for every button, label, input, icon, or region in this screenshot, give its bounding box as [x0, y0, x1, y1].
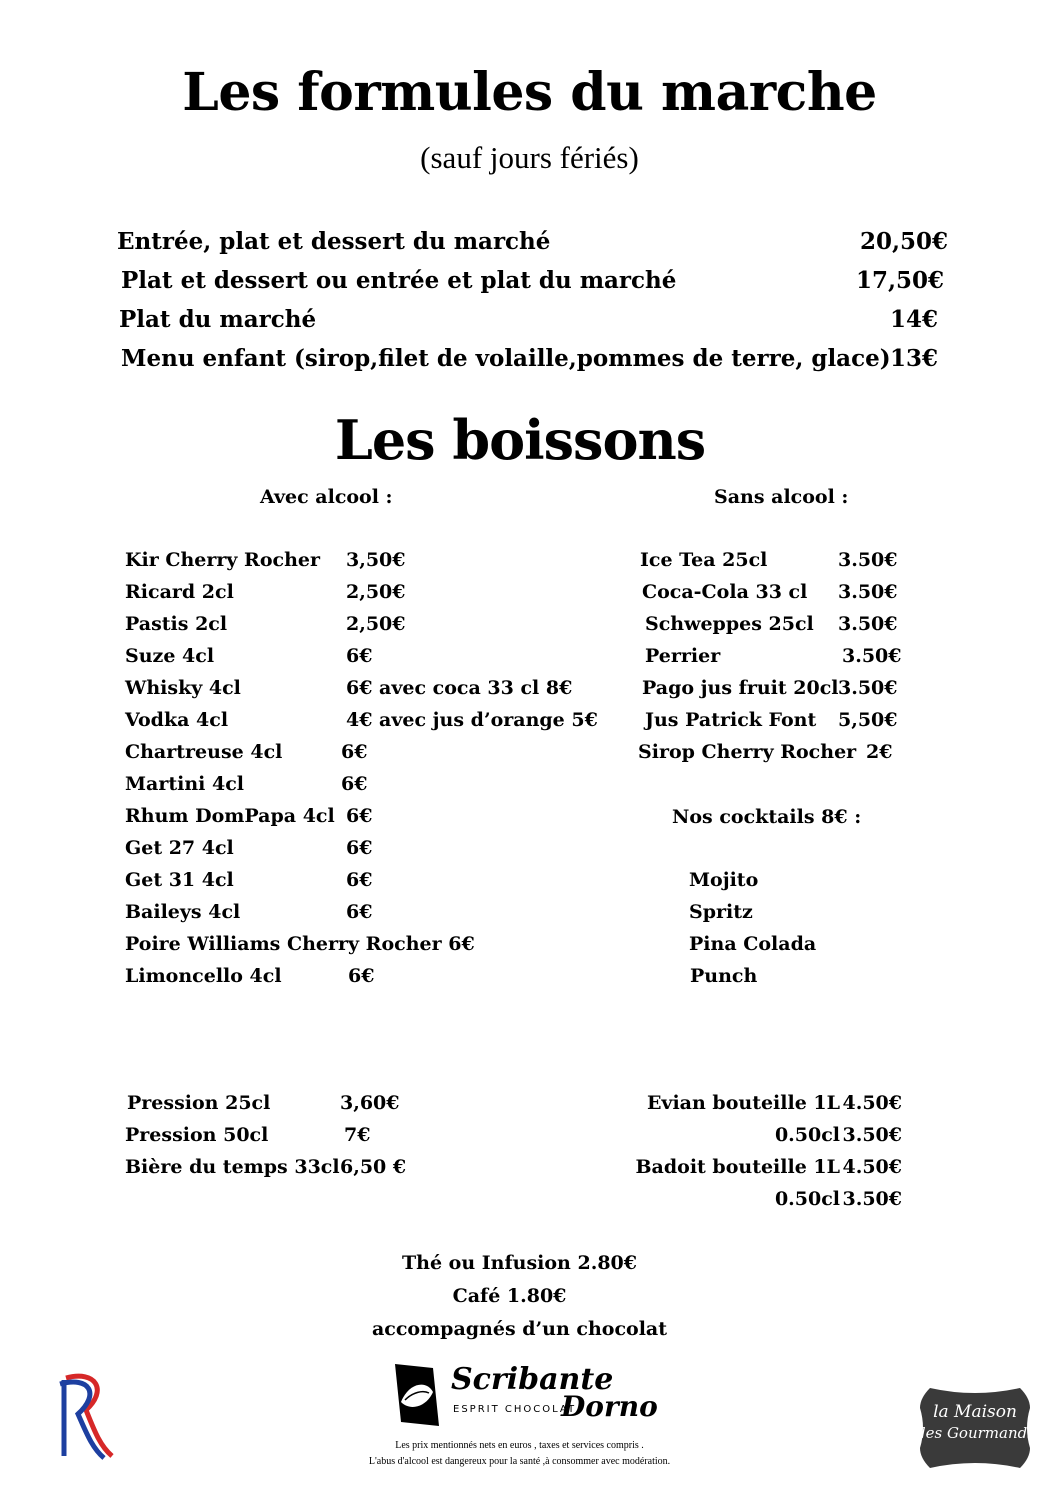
alcohol-item-name: Whisky 4cl: [125, 677, 241, 699]
page-title: Les formules du marche: [182, 62, 877, 123]
beer-item-price: 3,60€: [340, 1092, 400, 1114]
beer-item-name: Pression 25cl: [127, 1092, 271, 1114]
alcohol-item-price: 6€: [348, 965, 375, 987]
alcohol-item-price: 6€: [346, 837, 373, 859]
alcohol-item-price: 6€: [346, 645, 373, 667]
formula-price: 20,50€: [859, 228, 948, 255]
alcohol-item-name: Ricard 2cl: [125, 581, 234, 603]
formula-price: 14€: [889, 306, 938, 333]
alcohol-item-price: 2,50€: [346, 581, 406, 603]
water-item-price: 3.50€: [842, 1188, 902, 1210]
soft-item-price: 3.50€: [842, 645, 902, 667]
cocktail-item: Punch: [690, 965, 758, 987]
cocktail-item: Pina Colada: [689, 933, 817, 955]
alcohol-item-name: Martini 4cl: [125, 773, 245, 795]
beer-item-price: 6,50 €: [340, 1156, 407, 1178]
water-item-name: Badoit bouteille 1L: [635, 1156, 840, 1178]
cocktails-header: Nos cocktails 8€ :: [672, 806, 862, 828]
alcohol-item-price: 6€: [341, 773, 368, 795]
alcohol-item-name: Poire Williams Cherry Rocher 6€: [125, 933, 475, 955]
soft-item-name: Jus Patrick Font: [645, 709, 817, 731]
soft-item-price: 3.50€: [838, 677, 898, 699]
soft-item-price: 5,50€: [838, 709, 898, 731]
scribante-logo: [393, 1360, 658, 1430]
water-item-name: Evian bouteille 1L: [646, 1092, 840, 1114]
maison-gourmands-badge: [916, 1384, 1034, 1472]
drinks-title: Les boissons: [334, 408, 706, 472]
alcohol-item-name: Get 27 4cl: [125, 837, 234, 859]
alcohol-item-price: 3,50€: [346, 549, 406, 571]
brand-name-2: Dorno: [561, 1390, 658, 1423]
alcohol-item-name: Chartreuse 4cl: [125, 741, 283, 763]
alcohol-item-price: 6€: [346, 869, 373, 891]
brand-tagline: ESPRIT CHOCOLAT: [453, 1404, 577, 1415]
with-alcohol-header: Avec alcool :: [260, 486, 393, 508]
soft-item-name: Schweppes 25cl: [645, 613, 814, 635]
alcohol-item-name: Baileys 4cl: [125, 901, 241, 923]
alcohol-item-price: 6€ avec coca 33 cl 8€: [346, 677, 573, 699]
soft-item-name: Ice Tea 25cl: [640, 549, 768, 571]
badge-line-2: des Gourmands: [916, 1424, 1035, 1442]
alcohol-item-name: Pastis 2cl: [125, 613, 228, 635]
soft-item-price: 3.50€: [838, 549, 898, 571]
alcohol-item-name: Vodka 4cl: [125, 709, 229, 731]
water-item-name: 0.50cl: [774, 1188, 840, 1210]
soft-item-name: Sirop Cherry Rocher: [638, 741, 857, 763]
formula-label: Plat du marché: [119, 306, 317, 333]
cacao-pod-icon: [393, 1362, 441, 1428]
water-item-name: 0.50cl: [774, 1124, 840, 1146]
soft-item-price: 2€: [866, 741, 893, 763]
soft-item-name: Coca-Cola 33 cl: [642, 581, 808, 603]
footer-line-1: Les prix mentionnés nets en euros , taxes et services compris .: [395, 1440, 644, 1451]
soft-item-name: Pago jus fruit 20cl: [642, 677, 839, 699]
footer-line-2: L'abus d'alcool est dangereux pour la santé ,à consommer avec modération.: [368, 1456, 671, 1467]
beer-item-name: Bière du temps 33cl: [125, 1156, 340, 1178]
cocktail-item: Mojito: [689, 869, 759, 891]
coffee-line: Café 1.80€: [452, 1285, 567, 1307]
page-subtitle: (sauf jours fériés): [420, 140, 639, 175]
brand-name: Scribante: [451, 1362, 614, 1397]
beer-item-name: Pression 50cl: [125, 1124, 269, 1146]
alcohol-item-name: Rhum DomPapa 4cl: [125, 805, 335, 827]
beer-item-price: 7€: [344, 1124, 371, 1146]
badge-line-1: la Maison: [933, 1402, 1017, 1422]
water-item-price: 4.50€: [842, 1156, 902, 1178]
formula-label: Plat et dessert ou entrée et plat du marché: [121, 267, 677, 294]
water-item-price: 4.50€: [842, 1092, 902, 1114]
alcohol-item-price: 2,50€: [346, 613, 406, 635]
chocolate-note: accompagnés d’un chocolat: [371, 1318, 668, 1340]
alcohol-item-name: Get 31 4cl: [125, 869, 234, 891]
soft-item-name: Perrier: [645, 645, 721, 667]
alcohol-item-name: Limoncello 4cl: [125, 965, 282, 987]
alcohol-item-price: 6€: [346, 805, 373, 827]
formula-label: Entrée, plat et dessert du marché: [117, 228, 551, 255]
tea-line: Thé ou Infusion 2.80€: [402, 1252, 637, 1274]
soft-item-price: 3.50€: [838, 613, 898, 635]
alcohol-item-name: Kir Cherry Rocher: [125, 549, 321, 571]
formula-label: Menu enfant (sirop,filet de volaille,pommes de terre, glace): [121, 345, 891, 372]
formula-price: 17,50€: [855, 267, 944, 294]
water-item-price: 3.50€: [842, 1124, 902, 1146]
soft-item-price: 3.50€: [838, 581, 898, 603]
alcohol-item-price: 6€: [346, 901, 373, 923]
formula-price: 13€: [889, 345, 938, 372]
without-alcohol-header: Sans alcool :: [714, 486, 849, 508]
cocktail-item: Spritz: [689, 901, 753, 923]
alcohol-item-name: Suze 4cl: [125, 645, 215, 667]
alcohol-item-price: 4€ avec jus d’orange 5€: [346, 709, 598, 731]
alcohol-item-price: 6€: [341, 741, 368, 763]
